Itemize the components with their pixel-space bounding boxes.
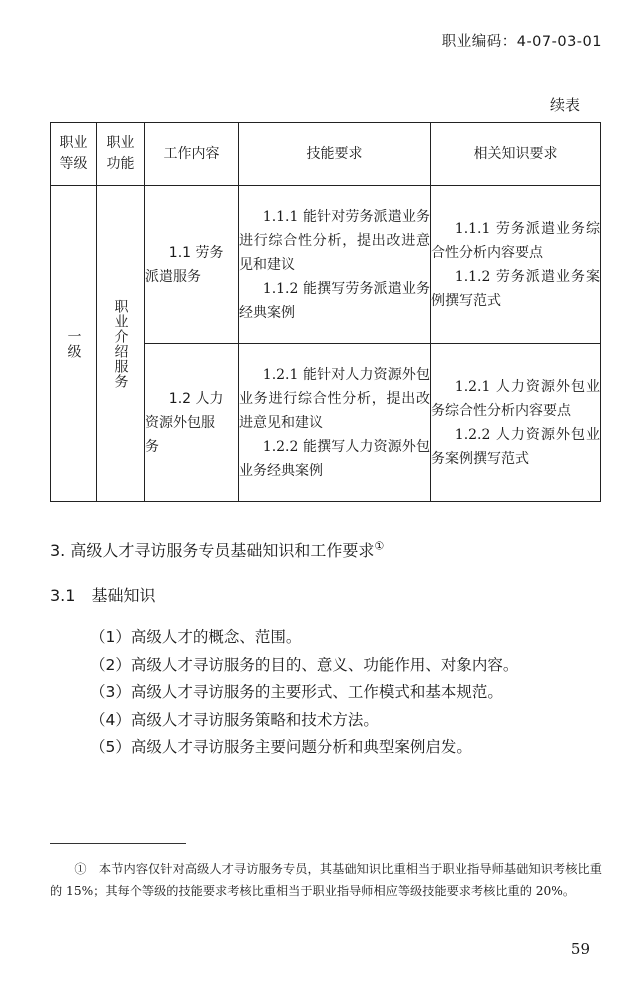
skills-table	[50, 122, 601, 502]
header-work-content: 工作内容	[145, 123, 239, 186]
basic-knowledge-list	[90, 624, 518, 762]
table-row	[51, 186, 601, 344]
list-item: （4）高级人才寻访服务策略和技术方法。	[90, 710, 379, 729]
header-knowledge-requirements: 相关知识要求	[431, 123, 601, 186]
page-number: 59	[570, 940, 590, 958]
list-item: （1）高级人才的概念、范围。	[90, 628, 302, 646]
section-3-heading: 3. 高级人才寻访服务专员基础知识和工作要求①	[50, 539, 385, 560]
header-skill-requirements: 技能要求	[239, 123, 431, 186]
footnote-marker: ①	[374, 539, 385, 553]
work-content-cell: 1.1 劳务 派遣服务	[145, 186, 239, 344]
level-text: 一级	[65, 328, 82, 359]
header-level: 职业等级	[51, 123, 97, 186]
skill-cell: 1.2.1 能针对人力资源外包业务进行综合性分析，提出改进意见和建议 1.2.2 能撰写人力资源外包业务经典案例	[239, 344, 431, 502]
section-3-1-heading: 3.1 基础知识	[50, 586, 156, 605]
list-item: （2）高级人才寻访服务的目的、意义、功能作用、对象内容。	[90, 655, 519, 674]
function-cell	[97, 186, 145, 502]
work-content-cell: 1.2 人力 资源外包服 务	[145, 344, 239, 502]
table-continued-label: 续表	[549, 96, 580, 114]
list-item: （3）高级人才寻访服务的主要形式、工作模式和基本规范。	[90, 683, 503, 701]
knowledge-cell: 1.2.1 人力资源外包业务综合性分析内容要点 1.2.2 人力资源外包业务案例撰写范式	[431, 344, 601, 502]
skill-cell: 1.1.1 能针对劳务派遣业务进行综合性分析，提出改进意见和建议 1.1.2 能撰写劳务派遣业务经典案例	[239, 186, 431, 344]
header-function: 职业功能	[97, 123, 145, 186]
footnote-text: ① 本节内容仅针对高级人才寻访服务专员，其基础知识比重相当于职业指导师基础知识考核比重的 15%；其每个等级的技能要求考核比重相当于职业指导师相应等级技能要求考核比重的 20%。	[50, 862, 602, 898]
knowledge-cell: 1.1.1 劳务派遣业务综合性分析内容要点 1.1.2 劳务派遣业务案例撰写范式	[431, 186, 601, 344]
footnote-divider	[50, 843, 186, 844]
table-header-row	[51, 123, 601, 186]
function-text: 职业介绍服务	[112, 298, 129, 389]
list-item: （5）高级人才寻访服务主要问题分析和典型案例启发。	[90, 738, 472, 756]
occupation-code: 职业编码：4-07-03-01	[441, 34, 602, 50]
level-cell	[51, 186, 97, 502]
